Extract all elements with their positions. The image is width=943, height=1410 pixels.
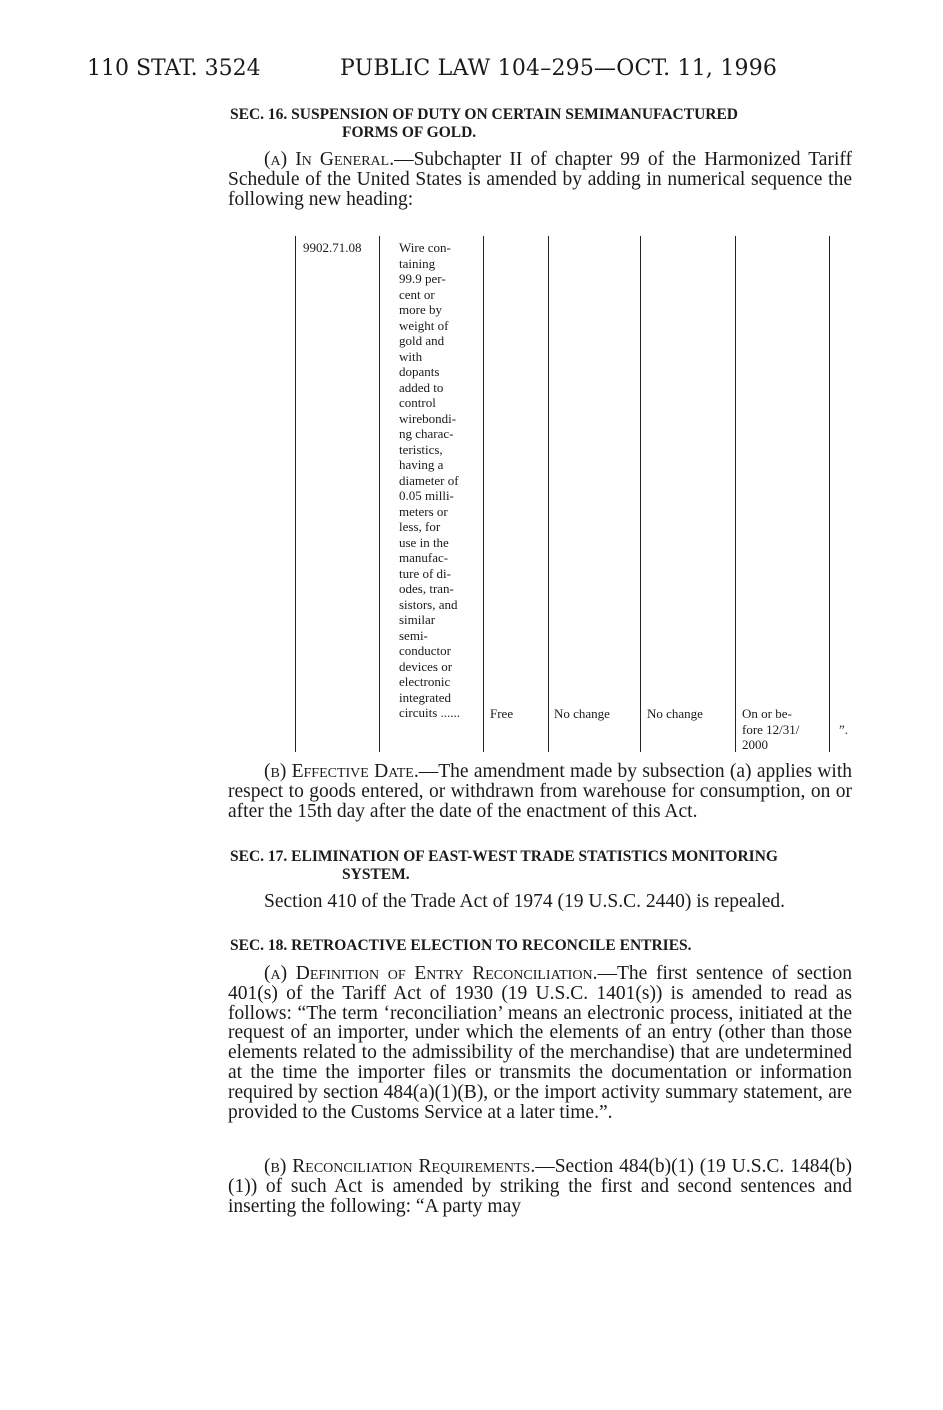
closing-quote: ”. <box>839 722 849 737</box>
effective-period-line: fore 12/31/ <box>742 721 800 737</box>
table-rule <box>295 236 296 752</box>
sec17-heading-line1: SEC. 17. ELIMINATION OF EAST-WEST TRADE STATISTICS MONITORING <box>230 848 778 865</box>
description-line: diameter of <box>399 472 459 488</box>
description-line: teristics, <box>399 441 443 457</box>
sec18-subsection-b <box>228 1157 852 1216</box>
description-line: 0.05 milli- <box>399 488 454 503</box>
sec18-subsection-a <box>228 964 852 1122</box>
article-description <box>399 240 481 721</box>
running-header <box>0 56 943 90</box>
sec16-heading <box>230 106 855 142</box>
column-2-rate: No change <box>647 706 703 721</box>
description-line: manufac- <box>399 550 449 565</box>
description-line: dopants <box>399 364 440 379</box>
sec17-text: Section 410 of the Trade Act of 1974 (19 U.S.C. 2440) is repealed. <box>264 891 786 912</box>
sec18-a-text: —The first sentence of section 401(s) of the Tariff Act of 1930 (19 U.S.C. 1401(s)) is amended to read as follows: “The term ‘reconciliation’ means an electronic process, initiated at the request of an importer, under which the elements of an entry (other than those elements related to the admissibility of the merchandise) that are undetermined at the time the importer files or transmits the documentation or information required by section 484(a)(1)(B), or the import activity summary statement, are provided to the Customs Service at a later time.”. <box>228 963 852 1123</box>
description-line: semi- <box>399 627 428 643</box>
description-line: devices or <box>399 658 453 674</box>
sec16-subsection-b <box>228 762 852 821</box>
sec18-heading: SEC. 18. RETROACTIVE ELECTION TO RECONCILE ENTRIES. <box>230 937 692 954</box>
effective-period-line: 2000 <box>742 737 768 752</box>
description-line: conductor <box>399 643 451 658</box>
table-rule <box>829 236 830 752</box>
table-rule <box>379 236 380 752</box>
table-rule <box>735 236 736 752</box>
effective-period-line: On or be- <box>742 706 792 721</box>
description-line: ng charac- <box>399 426 454 441</box>
description-line: less, for <box>399 519 441 534</box>
description-line: 99.9 per- <box>399 271 446 286</box>
description-line: use in the <box>399 534 449 550</box>
sec16-a-text: —Subchapter II of chapter 99 of the Harmonized Tariff Schedule of the United States is amended by adding in numerical sequence the following new heading: <box>228 149 853 210</box>
description-line: having a <box>399 457 444 472</box>
sec16-heading-line2: FORMS OF GOLD. <box>342 124 477 141</box>
description-line: Wire con- <box>399 240 451 255</box>
description-line: with <box>399 348 423 364</box>
sec17-heading-line2: SYSTEM. <box>342 866 410 883</box>
description-line: added to <box>399 379 444 395</box>
general-rate: Free <box>490 706 514 721</box>
description-line: ture of di- <box>399 565 451 581</box>
description-line: cent or <box>399 286 435 302</box>
description-line: control <box>399 395 436 410</box>
description-line: meters or <box>399 503 448 519</box>
law-title: PUBLIC LAW 104–295—OCT. 11, 1996 <box>340 56 778 81</box>
table-rule <box>640 236 641 752</box>
description-line: similar <box>399 612 436 627</box>
sec18-b-label: (b) Reconciliation Requirements. <box>264 1156 536 1177</box>
sec16-a-label: (a) In General. <box>264 149 395 170</box>
description-line: electronic <box>399 674 451 689</box>
description-line: more by <box>399 302 442 317</box>
description-line: taining <box>399 255 436 271</box>
sec16-heading-line1: SEC. 16. SUSPENSION OF DUTY ON CERTAIN SEMIMANUFACTURED <box>230 106 738 123</box>
description-line: gold and <box>399 333 445 348</box>
sec16-b-text: —The amendment made by subsection (a) applies with respect to goods entered, or withdrawn from warehouse for consumption, on or after the 15th day after the date of the enactment of this Act. <box>228 761 852 822</box>
page-reference: 110 STAT. 3524 <box>87 56 261 81</box>
special-rate: No change <box>554 706 610 721</box>
description-line: weight of <box>399 317 449 333</box>
sec18-b-text: —Section 484(b)(1) (19 U.S.C. 1484(b)(1)) of such Act is amended by striking the first and second sentences and inserting the following: “A party may <box>228 1156 852 1217</box>
description-line: integrated <box>399 689 451 705</box>
description-line-last: circuits ...... <box>399 705 461 720</box>
description-line: wirebondi- <box>399 410 457 426</box>
tariff-heading-table <box>295 236 849 752</box>
effective-period <box>742 706 799 753</box>
description-line: sistors, and <box>399 596 458 612</box>
description-line: odes, tran- <box>399 581 454 596</box>
table-rule <box>483 236 484 752</box>
sec18-a-label: (a) Definition of Entry Reconciliation. <box>264 963 598 984</box>
sec16-b-label: (b) Effective Date. <box>264 761 419 782</box>
table-rule <box>548 236 549 752</box>
sec17-heading <box>230 848 855 884</box>
sec16-subsection-a <box>228 150 852 209</box>
heading-number: 9902.71.08 <box>303 240 362 255</box>
